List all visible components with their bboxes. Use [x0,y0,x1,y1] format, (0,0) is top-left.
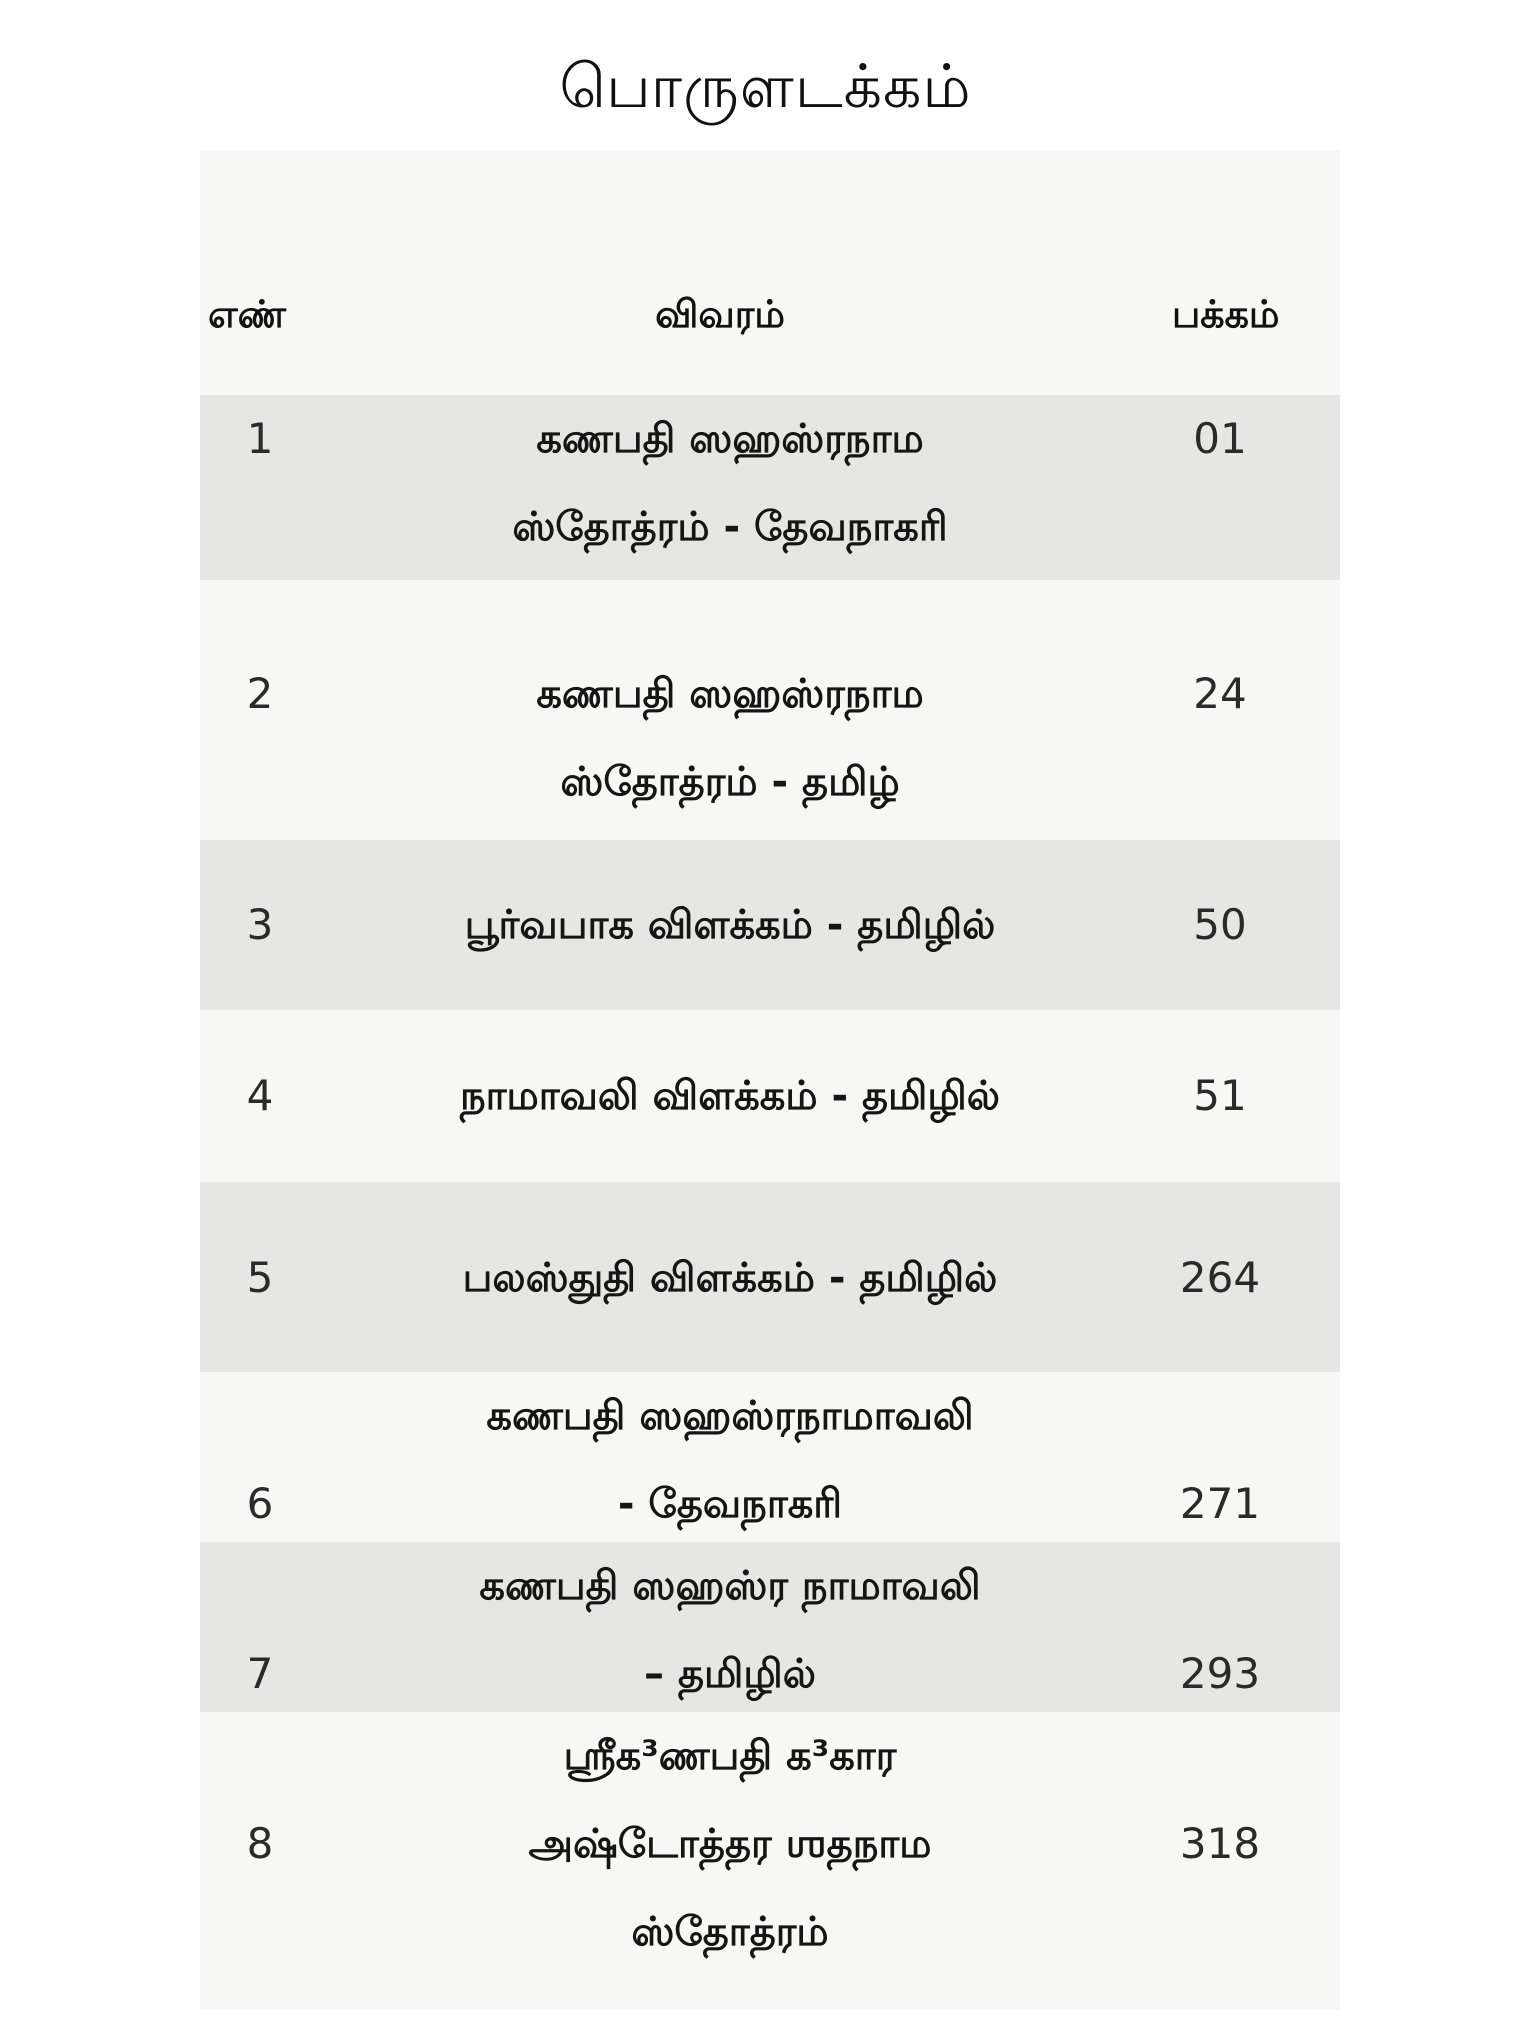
row-description: நாமாவலி விளக்கம் - தமிழில் [459,1073,1001,1119]
row-number: 8 [246,1819,274,1868]
row-number: 1 [246,414,274,463]
row-description: ஸ்ரீக³ணபதி க³கார அஷ்டோத்தர ஶதநாம ஸ்தோத்ரம் [528,1733,932,1955]
row-description: பலஸ்துதி விளக்கம் - தமிழில் [462,1255,998,1301]
table-row [200,1182,1340,1372]
row-description: கணபதி ஸஹஸ்ரநாமாவலி - தேவநாகரி [486,1393,974,1527]
row-number: 6 [246,1479,274,1528]
row-number: 2 [246,669,274,718]
row-number: 7 [246,1649,274,1698]
table-header [0,292,1531,342]
row-page: 24 [1193,669,1247,718]
row-description: கணபதி ஸஹஸ்ர நாமாவலி – தமிழில் [479,1563,981,1697]
row-page: 293 [1179,1649,1261,1698]
header-description: விவரம் [655,292,785,336]
row-page: 51 [1193,1071,1247,1120]
table-row [200,1010,1340,1182]
row-page: 318 [1179,1819,1261,1868]
table-row [200,1372,1340,1542]
table-row [200,395,1340,580]
row-number: 3 [246,900,274,949]
row-number: 5 [246,1253,274,1302]
row-page: 271 [1179,1479,1261,1528]
table-row [200,840,1340,1010]
row-page: 01 [1193,414,1247,463]
header-number: எண் [208,292,287,336]
table-row [200,1712,1340,1982]
row-description: பூர்வபாக விளக்கம் - தமிழில் [464,902,996,948]
table-row [200,650,1340,835]
row-page: 264 [1179,1253,1261,1302]
row-description: கணபதி ஸஹஸ்ரநாம ஸ்தோத்ரம் - தேவநாகரி [512,416,948,550]
row-description: கணபதி ஸஹஸ்ரநாம ஸ்தோத்ரம் - தமிழ் [536,671,924,805]
row-number: 4 [246,1071,274,1120]
row-page: 50 [1193,900,1247,949]
table-row [200,1542,1340,1712]
header-page: பக்கம் [1172,292,1280,336]
page-title: பொருளடக்கம் [559,52,972,122]
